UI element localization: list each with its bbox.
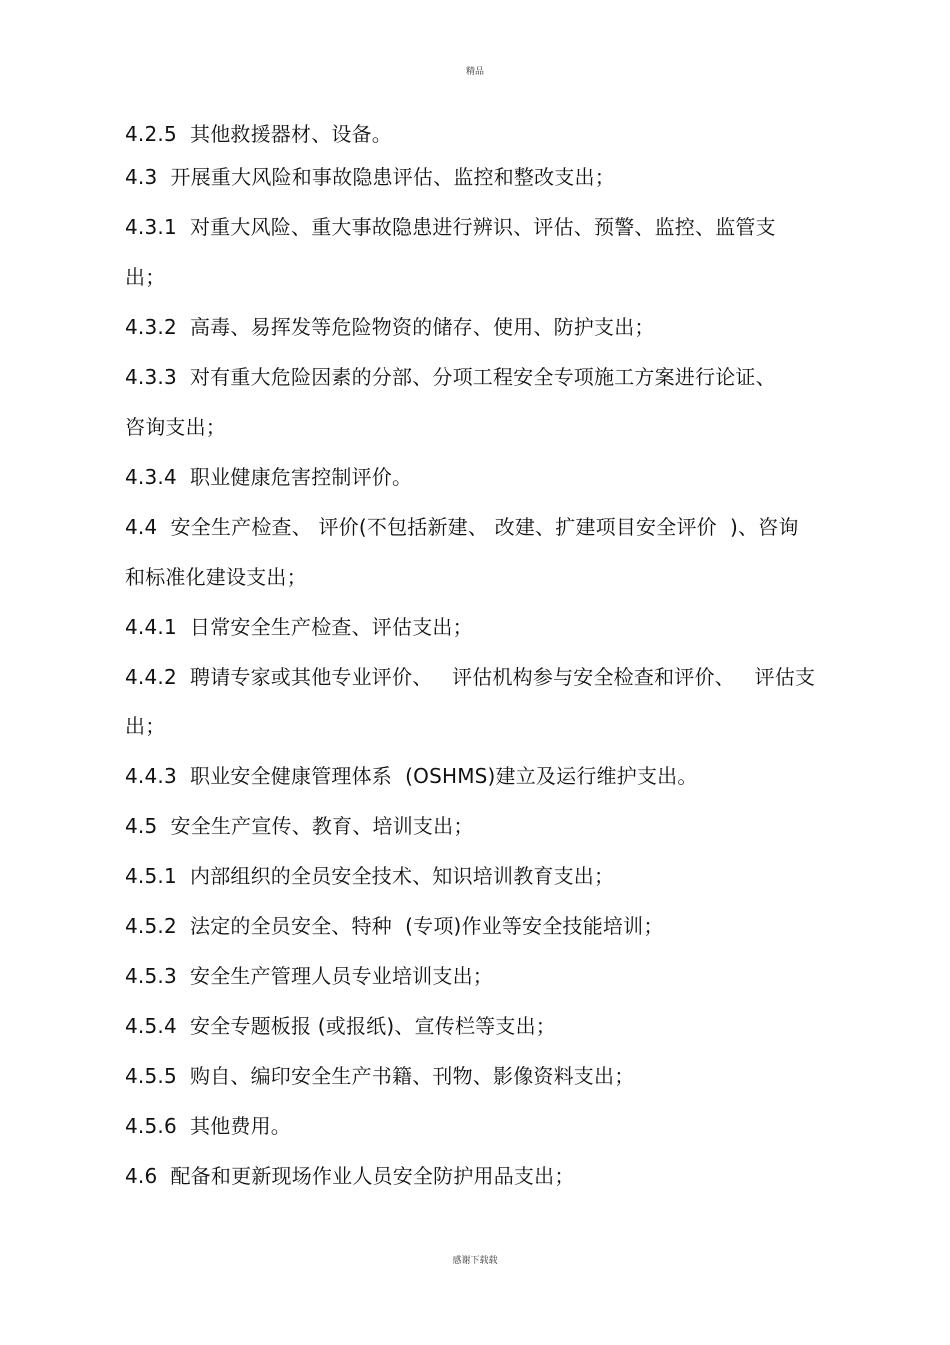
text-line: 出； xyxy=(125,714,166,738)
text-line: 4.6 配备和更新现场作业人员安全防护用品支出； xyxy=(125,1164,575,1188)
text-line: 4.5.3 安全生产管理人员专业培训支出； xyxy=(125,964,494,988)
text-line: 4.5.1 内部组织的全员安全技术、知识培训教育支出； xyxy=(125,864,615,888)
text-line: 4.3.4 职业健康危害控制评价。 xyxy=(125,465,413,489)
text-line: 和标准化建设支出； xyxy=(125,565,307,589)
text-line: 咨询支出； xyxy=(125,415,226,439)
text-line: 4.5.2 法定的全员安全、特种 (专项)作业等安全技能培训； xyxy=(125,914,664,938)
page-header: 精品 xyxy=(465,67,484,77)
text-line: 4.3 开展重大风险和事故隐患评估、监控和整改支出； xyxy=(125,165,615,189)
text-line: 4.3.2 高毒、易挥发等危险物资的储存、使用、防护支出； xyxy=(125,315,655,339)
page-footer: 感谢下载载 xyxy=(452,1256,498,1266)
text-line: 4.4.2 聘请专家或其他专业评价、 评估机构参与安全检查和评价、 评估支 xyxy=(125,665,816,689)
text-line: 4.4.1 日常安全生产检查、评估支出； xyxy=(125,615,473,639)
text-line: 4.5.6 其他费用。 xyxy=(125,1114,292,1138)
text-line: 4.2.5 其他救援器材、设备。 xyxy=(125,122,393,146)
text-line: 4.4 安全生产检查、 评价(不包括新建、 改建、扩建项目安全评价 )、咨询 xyxy=(125,515,799,539)
text-line: 4.3.3 对有重大危险因素的分部、分项工程安全专项施工方案进行论证、 xyxy=(125,365,776,389)
text-line: 出； xyxy=(125,265,166,289)
text-line: 4.5 安全生产宣传、教育、培训支出； xyxy=(125,814,474,838)
text-line: 4.5.5 购自、编印安全生产书籍、刊物、影像资料支出； xyxy=(125,1064,635,1088)
text-line: 4.5.4 安全专题板报 (或报纸)、宣传栏等支出； xyxy=(125,1014,556,1038)
text-line: 4.4.3 职业安全健康管理体系 (OSHMS)建立及运行维护支出。 xyxy=(125,764,698,788)
text-line: 4.3.1 对重大风险、重大事故隐患进行辨识、评估、预警、监控、监管支 xyxy=(125,215,776,239)
